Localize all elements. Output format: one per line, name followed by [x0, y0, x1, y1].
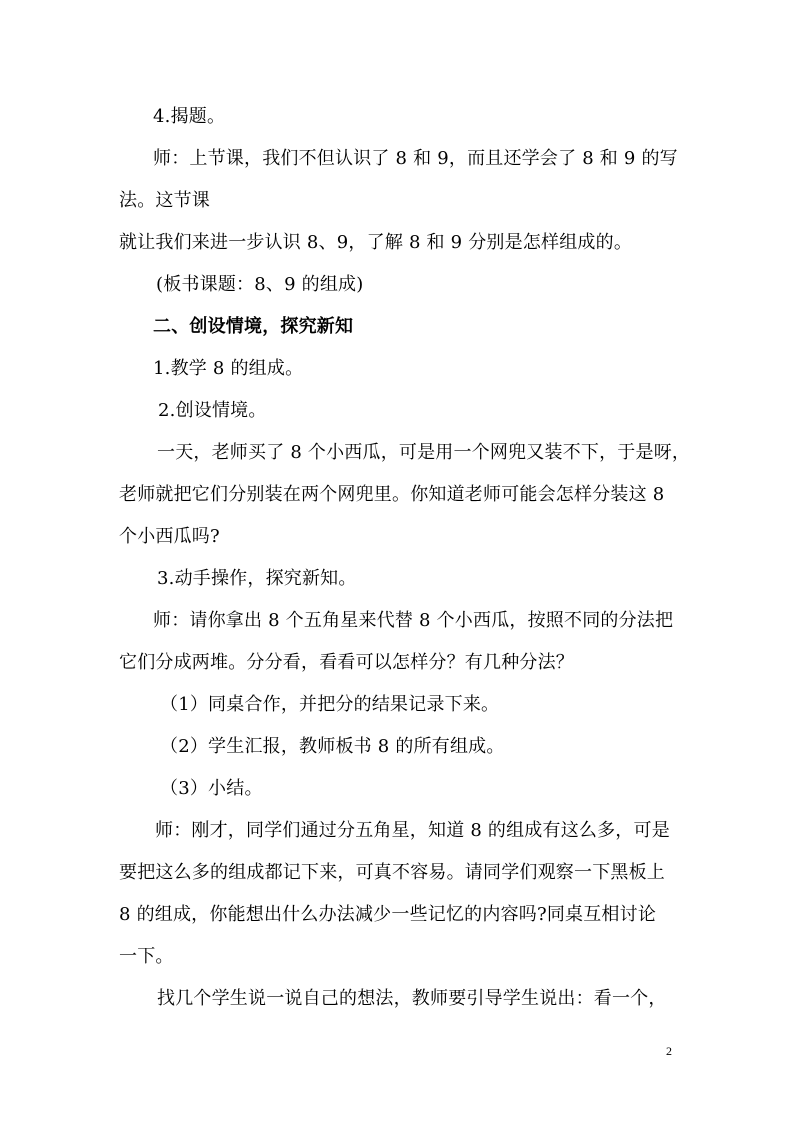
text-line-summary-1: 师：刚才，同学们通过分五角星，知道 8 的组成有这么多，可是 — [155, 820, 670, 841]
text-line-story-3: 个小西瓜吗? — [119, 526, 220, 547]
text-line-summary-3: 8 的组成，你能想出什么办法减少一些记忆的内容吗?同桌互相讨论 — [119, 904, 657, 925]
text-line-teacher-task-1: 师：请你拿出 8 个五角星来代替 8 个小西瓜，按照不同的分法把 — [153, 610, 674, 631]
text-line-story-1: 一天，老师买了 8 个小西瓜，可是用一个网兜又装不下，于是呀， — [157, 442, 691, 463]
text-line-step1: 1.教学 8 的组成。 — [153, 358, 304, 379]
text-line-substep-3: （3）小结。 — [160, 778, 263, 799]
text-line-substep-2: （2）学生汇报，教师板书 8 的所有组成。 — [160, 736, 505, 757]
text-line-substep-1: （1）同桌合作，并把分的结果记录下来。 — [160, 694, 500, 715]
text-line-summary-2: 要把这么多的组成都记下来，可真不容易。请同学们观察一下黑板上 — [119, 862, 665, 883]
page-number: 2 — [666, 1044, 672, 1058]
text-line-teacher-task-2: 它们分成两堆。分分看，看看可以怎样分？有几种分法？ — [119, 652, 574, 673]
text-line-students-share: 找几个学生说一说自己的想法，教师要引导学生说出：看一个， — [157, 988, 667, 1009]
text-line-lesson-goal: 就让我们来进一步认识 8、9，了解 8 和 9 分别是怎样组成的。 — [119, 232, 633, 253]
text-line-story-2: 老师就把它们分别装在两个网兜里。你知道老师可能会怎样分装这 8 — [119, 484, 665, 505]
text-line-step4-title: 4.揭题。 — [153, 106, 226, 127]
section-heading: 二、创设情境，探究新知 — [153, 316, 354, 337]
text-line-board-title: (板书课题：8、9 的组成) — [156, 274, 364, 295]
text-line-teacher-intro: 师：上节课，我们不但认识了 8 和 9，而且还学会了 8 和 9 的写 — [153, 148, 678, 169]
text-line-this-lesson: 法。这节课 — [119, 190, 210, 211]
text-line-step2: 2.创设情境。 — [158, 400, 267, 421]
text-line-step3: 3.动手操作，探究新知。 — [157, 568, 357, 589]
text-line-summary-4: 一下。 — [119, 946, 174, 967]
